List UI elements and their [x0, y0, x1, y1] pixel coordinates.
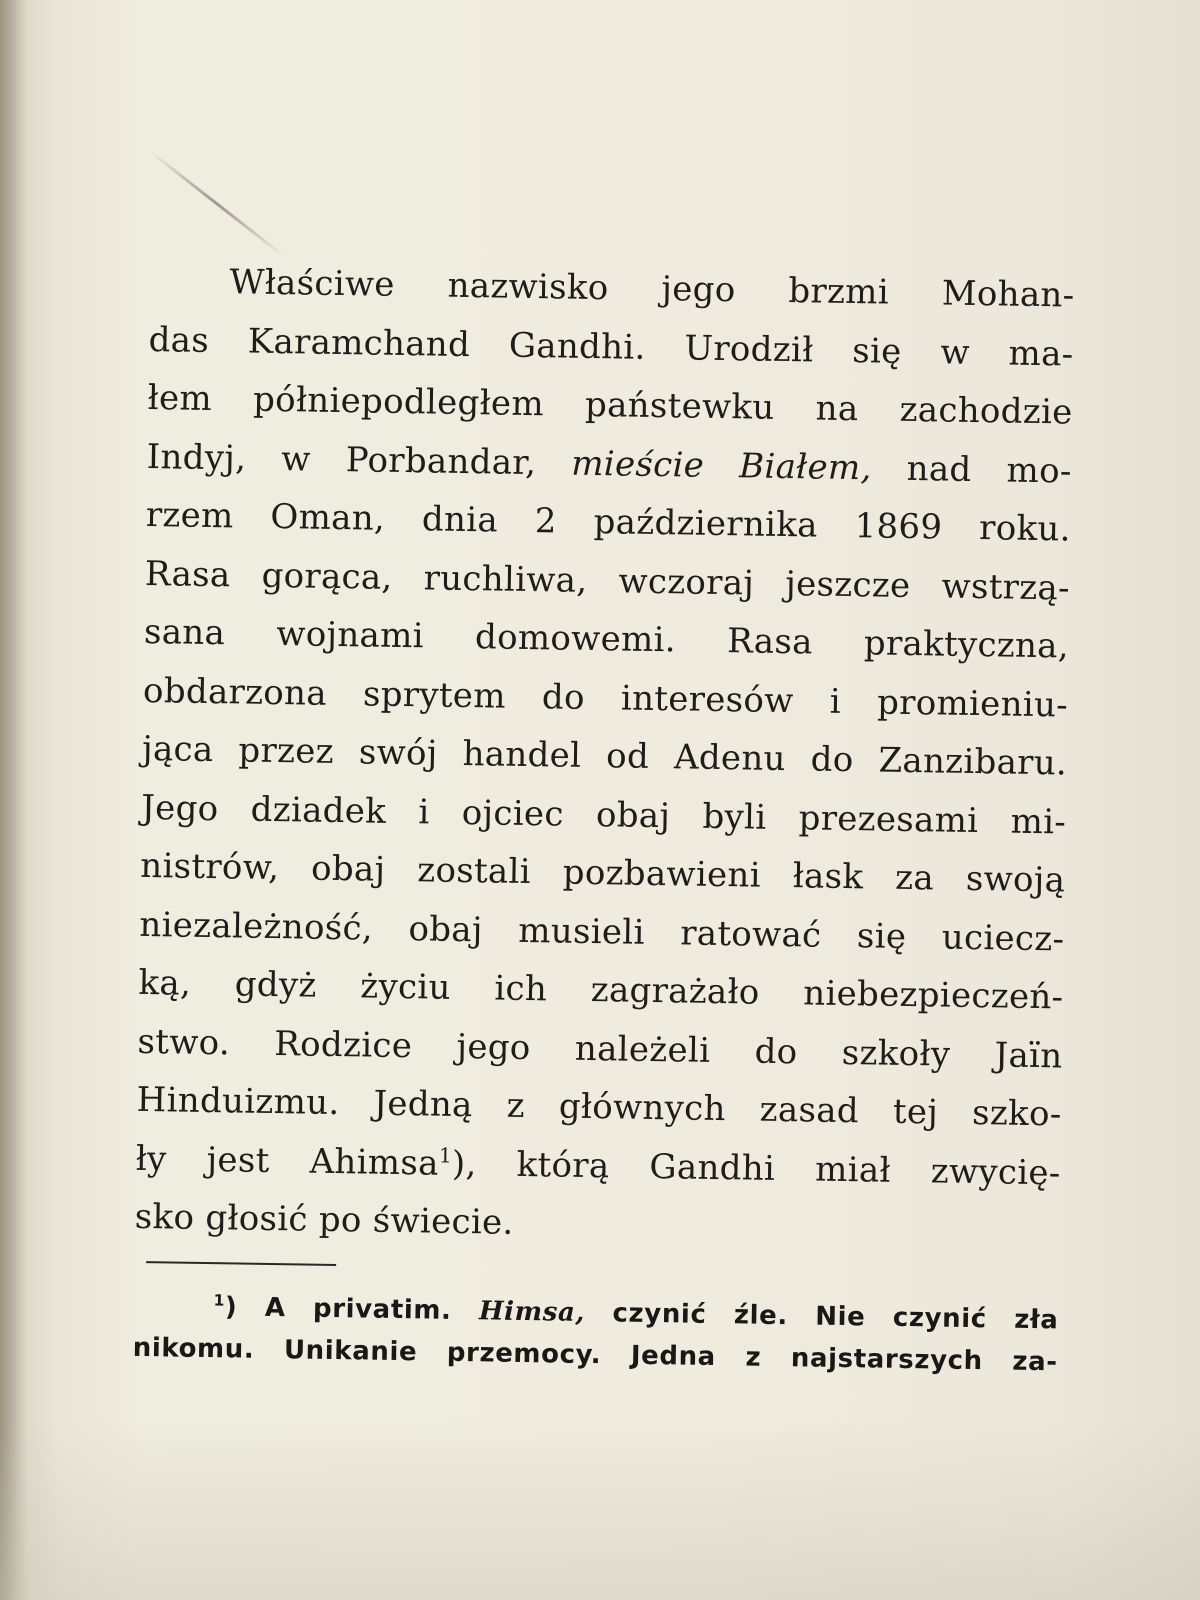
paragraph-line: sana wojnami domowemi. Rasa praktyczna, — [143, 611, 1070, 667]
text-span: ), którą Gandhi miał zwycię- — [451, 1143, 1061, 1193]
footnote-marker: 1 — [213, 1290, 226, 1310]
gutter-shadow — [0, 0, 28, 1600]
paragraph-line: Hinduizmu. Jedną z głównych zasad tej szko- — [136, 1079, 1062, 1135]
paragraph-line: łem półniepodległem państewku na zachodzie — [147, 377, 1073, 433]
paragraph-line: Właściwe nazwisko jego brzmi Mohan- — [229, 262, 1075, 316]
text-span: nad mo- — [906, 448, 1073, 492]
paragraph-line: jąca przez swój handel od Adenu do Zanzibaru. — [141, 728, 1068, 784]
text-span: ły jest Ahimsa — [135, 1138, 440, 1184]
text-span: czynić źle. Nie czynić zła — [612, 1297, 1059, 1335]
paragraph-line: rzem Oman, dnia 2 października 1869 roku. — [145, 494, 1072, 550]
footnote-divider — [146, 1261, 336, 1266]
footnote-reference: 1 — [438, 1142, 453, 1168]
paragraph-line: Rasa gorąca, ruchliwa, wczoraj jeszcze wstrzą- — [144, 553, 1071, 608]
paragraph-line: das Karamchand Gandhi. Urodził się w ma- — [148, 319, 1074, 375]
paragraph-line: Jego dziadek i ojciec obaj byli prezesami mi- — [140, 787, 1067, 842]
paragraph-line: niezależność, obaj musieli ratować się uciecz- — [139, 904, 1065, 959]
paragraph-line: sko głosić po świecie. — [134, 1196, 514, 1243]
paragraph-line: obdarzona sprytem do interesów i promieniu- — [142, 670, 1069, 725]
paragraph-line: ką, gdyż życiu ich zagrażało niebezpieczeń- — [138, 962, 1064, 1018]
page-text — [132, 252, 1074, 1383]
paragraph-line: stwo. Rodzice jego należeli do szkoły Jaïn — [137, 1021, 1063, 1076]
text-span: ) A privatim. — [224, 1291, 452, 1326]
footnote-line: nikomu. Unikanie przemocy. Jedna z najstarszych za- — [132, 1332, 1058, 1377]
page-shading — [0, 1420, 1200, 1600]
text-span: Indyj, w Porbandar, — [146, 436, 537, 483]
paragraph-line: nistrów, obaj zostali pozbawieni łask za swoją — [140, 845, 1066, 901]
italic-phrase: mieście Białem, — [571, 443, 872, 488]
italic-term: Himsa, — [478, 1295, 586, 1328]
